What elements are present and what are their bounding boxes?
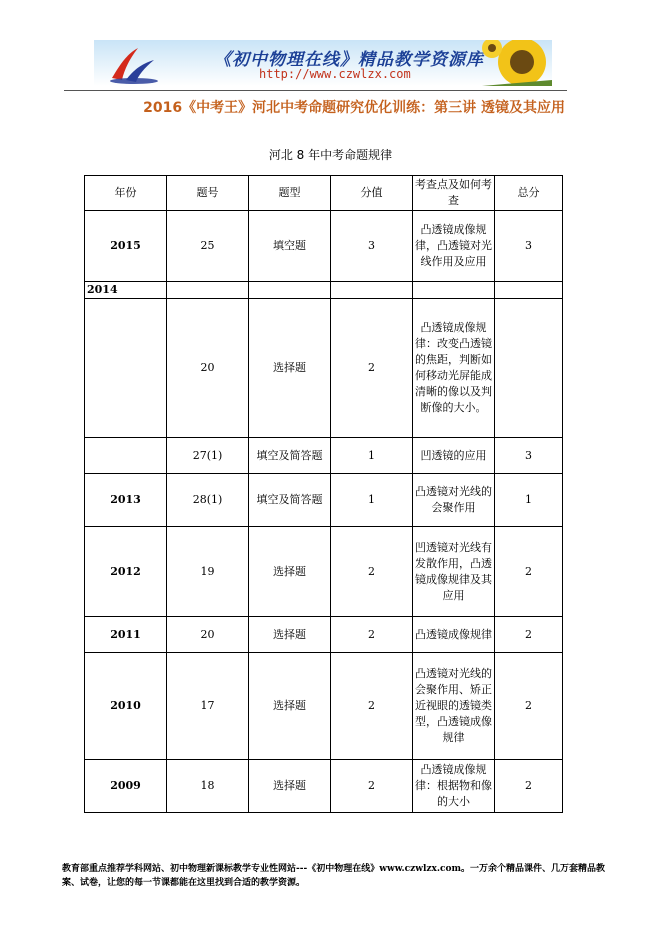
document-title: 2016《中考王》河北中考命题研究优化训练：第三讲 透镜及其应用 — [143, 100, 565, 116]
cell-year: 2009 — [85, 760, 167, 813]
cell-question-no: 18 — [167, 760, 249, 813]
cell-question-no: 20 — [167, 617, 249, 653]
cell-score: 2 — [331, 527, 413, 617]
cell-exam-point: 凸透镜成像规律：根据物和像的大小 — [413, 760, 495, 813]
cell-year: 2010 — [85, 653, 167, 760]
cell-exam-point: 凸透镜对光线的会聚作用 — [413, 474, 495, 527]
sunflower-icon — [482, 40, 552, 86]
cell-question-type: 选择题 — [249, 617, 331, 653]
cell-exam-point: 凸透镜成像规律：改变凸透镜的焦距，判断如何移动光屏能成清晰的像以及判断像的大小。 — [413, 299, 495, 438]
cell-total: 1 — [495, 474, 563, 527]
cell-score: 2 — [331, 653, 413, 760]
table-row — [85, 282, 563, 299]
table-row — [85, 474, 563, 527]
cell-exam-point: 凹透镜对光线有发散作用，凸透镜成像规律及其应用 — [413, 527, 495, 617]
cell-question-no — [167, 282, 249, 299]
banner-url[interactable]: http://www.czwlzx.com — [259, 67, 411, 81]
table-row — [85, 653, 563, 760]
cell-question-no: 17 — [167, 653, 249, 760]
cell-total: 3 — [495, 438, 563, 474]
cell-score: 3 — [331, 211, 413, 282]
table-row — [85, 527, 563, 617]
cell-score: 2 — [331, 299, 413, 438]
header-rule — [64, 90, 567, 91]
cell-total: 3 — [495, 211, 563, 282]
table-row — [85, 438, 563, 474]
page-footer: 教育部重点推荐学科网站、初中物理新课标教学专业性网站---《初中物理在线》www.czwlzx.com。一万余个精品课件、几万套精品教案、试卷，让您的每一节课都能在这里找到合适的教学资源。 — [62, 864, 606, 888]
banner-title: 《初中物理在线》精品教学资源库 — [214, 50, 484, 70]
site-banner — [94, 40, 552, 86]
cell-score: 1 — [331, 474, 413, 527]
cell-score — [331, 282, 413, 299]
cell-year: 2011 — [85, 617, 167, 653]
header-question-no: 题号 — [167, 176, 249, 211]
cell-total: 2 — [495, 760, 563, 813]
cell-year: 2015 — [85, 211, 167, 282]
cell-total — [495, 299, 563, 438]
table-row — [85, 617, 563, 653]
cell-question-type: 填空及简答题 — [249, 474, 331, 527]
cell-question-type: 填空及简答题 — [249, 438, 331, 474]
site-logo-icon — [104, 42, 174, 84]
cell-year: 2014 — [85, 282, 167, 299]
header-year: 年份 — [85, 176, 167, 211]
cell-year — [85, 299, 167, 438]
cell-question-type: 选择题 — [249, 760, 331, 813]
header-total: 总分 — [495, 176, 563, 211]
header-exam-point: 考查点及如何考查 — [413, 176, 495, 211]
header-score: 分值 — [331, 176, 413, 211]
cell-year: 2012 — [85, 527, 167, 617]
cell-total: 2 — [495, 653, 563, 760]
cell-question-type: 选择题 — [249, 527, 331, 617]
cell-score: 2 — [331, 760, 413, 813]
table-row — [85, 760, 563, 813]
cell-exam-point — [413, 282, 495, 299]
header-question-type: 题型 — [249, 176, 331, 211]
cell-exam-point: 凸透镜成像规律 — [413, 617, 495, 653]
cell-score: 2 — [331, 617, 413, 653]
table-caption: 河北 8 年中考命题规律 — [268, 148, 393, 162]
cell-question-type: 选择题 — [249, 653, 331, 760]
cell-year: 2013 — [85, 474, 167, 527]
cell-year — [85, 438, 167, 474]
table-header-row — [85, 176, 563, 211]
cell-total: 2 — [495, 617, 563, 653]
cell-question-no: 20 — [167, 299, 249, 438]
exam-pattern-table — [84, 175, 563, 813]
table-row — [85, 299, 563, 438]
cell-question-type: 填空题 — [249, 211, 331, 282]
cell-score: 1 — [331, 438, 413, 474]
cell-total: 2 — [495, 527, 563, 617]
cell-exam-point: 凸透镜对光线的会聚作用、矫正近视眼的透镜类型，凸透镜成像规律 — [413, 653, 495, 760]
cell-question-no: 27(1) — [167, 438, 249, 474]
cell-question-no: 19 — [167, 527, 249, 617]
cell-question-no: 28(1) — [167, 474, 249, 527]
cell-question-type — [249, 282, 331, 299]
cell-total — [495, 282, 563, 299]
cell-question-no: 25 — [167, 211, 249, 282]
cell-question-type: 选择题 — [249, 299, 331, 438]
table-row — [85, 211, 563, 282]
cell-exam-point: 凹透镜的应用 — [413, 438, 495, 474]
cell-exam-point: 凸透镜成像规律，凸透镜对光线作用及应用 — [413, 211, 495, 282]
